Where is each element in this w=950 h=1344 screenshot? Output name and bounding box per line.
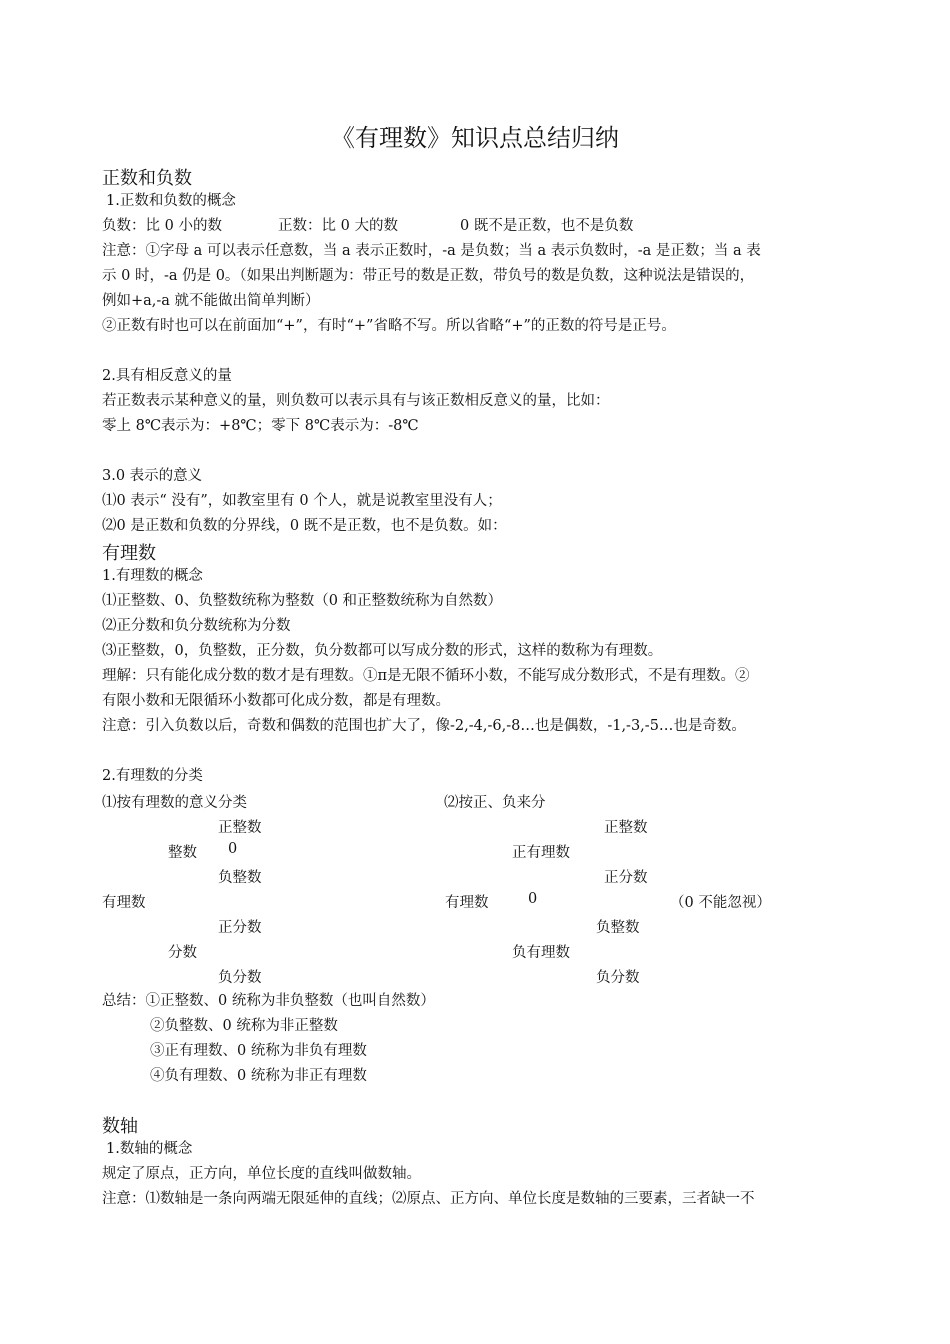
text-line: 理解：只有能化成分数的数才是有理数。①π是无限不循环小数，不能写成分数形式，不是有理数。② (102, 668, 750, 684)
class-b-positive-fraction: 正分数 (604, 870, 648, 886)
text-line: ⑴0 表示“ 没有”，如教室里有 0 个人，就是说教室里没有人； (102, 493, 502, 509)
summary-line: ②负整数、0 统称为非正整数 (150, 1018, 338, 1034)
text-line: 若正数表示某种意义的量，则负数可以表示具有与该正数相反意义的量，比如： (102, 393, 610, 409)
text-line: ⑶正整数，0，负整数，正分数，负分数都可以写成分数的形式，这样的数称为有理数。 (102, 643, 663, 659)
class-a-zero: 0 (228, 841, 238, 857)
class-b-negative-fraction: 负分数 (596, 970, 640, 986)
class-b-negative-integer: 负整数 (596, 920, 640, 936)
negative-definition: 负数：比 0 小的数 (102, 218, 222, 234)
class-a-integer: 整数 (168, 845, 197, 861)
text-line: 有限小数和无限循环小数都可化成分数，都是有理数。 (102, 693, 450, 709)
subheading: 1.有理数的概念 (102, 568, 203, 584)
text-line: ②正数有时也可以在前面加“+”，有时“+”省略不写。所以省略“+”的正数的符号是正号。 (102, 318, 676, 334)
class-a-negative-fraction: 负分数 (218, 970, 262, 986)
text-line: ⑵正分数和负分数统称为分数 (102, 618, 291, 634)
section-heading-rational-numbers: 有理数 (102, 543, 156, 564)
class-b-zero: 0 (528, 891, 538, 907)
class-a-rational: 有理数 (102, 895, 146, 911)
subheading: 2.有理数的分类 (102, 768, 203, 784)
section-heading-positive-negative: 正数和负数 (102, 168, 192, 189)
classification-b-label: ⑵按正、负来分 (444, 795, 546, 811)
text-line: ⑴正整数、0、负整数统称为整数（0 和正整数统称为自然数） (102, 593, 503, 609)
text-line: ⑵0 是正数和负数的分界线，0 既不是正数，也不是负数。如： (102, 518, 507, 534)
subheading: 1.正数和负数的概念 (106, 193, 236, 209)
text-line: 示 0 时，-a 仍是 0。（如果出判断题为：带正号的数是正数，带负号的数是负数，这种说法是错误的， (102, 268, 755, 284)
class-b-positive-rational: 正有理数 (512, 845, 570, 861)
class-a-positive-fraction: 正分数 (218, 920, 262, 936)
class-b-negative-rational: 负有理数 (512, 945, 570, 961)
section-heading-number-line: 数轴 (102, 1116, 138, 1137)
document-title: 《有理数》知识点总结归纳 (331, 124, 619, 152)
summary-line: 总结：①正整数、0 统称为非负整数（也叫自然数） (102, 993, 435, 1009)
class-b-positive-integer: 正整数 (604, 820, 648, 836)
subheading: 3.0 表示的意义 (102, 468, 203, 484)
text-line: 规定了原点，正方向，单位长度的直线叫做数轴。 (102, 1166, 421, 1182)
text-line: 零上 8℃表示为：+8℃；零下 8℃表示为：-8℃ (102, 418, 419, 434)
zero-definition: 0 既不是正数，也不是负数 (460, 218, 634, 234)
classification-a-label: ⑴按有理数的意义分类 (102, 795, 247, 811)
class-b-zero-note: （0 不能忽视） (670, 895, 771, 911)
text-line: 注意：引入负数以后，奇数和偶数的范围也扩大了，像-2,-4,-6,-8…也是偶数，-1,-3,-5…也是奇数。 (102, 718, 746, 734)
summary-line: ④负有理数、0 统称为非正有理数 (150, 1068, 367, 1084)
positive-definition: 正数：比 0 大的数 (278, 218, 398, 234)
subheading: 1.数轴的概念 (106, 1141, 193, 1157)
class-b-rational: 有理数 (445, 895, 489, 911)
text-line: 例如+a,-a 就不能做出简单判断） (102, 293, 320, 309)
class-a-positive-integer: 正整数 (218, 820, 262, 836)
summary-line: ③正有理数、0 统称为非负有理数 (150, 1043, 367, 1059)
text-line: 注意：①字母 a 可以表示任意数，当 a 表示正数时，-a 是负数；当 a 表示负数时，-a 是正数；当 a 表 (102, 243, 761, 259)
text-line: 注意：⑴数轴是一条向两端无限延伸的直线；⑵原点、正方向、单位长度是数轴的三要素，三者缺一不 (102, 1191, 755, 1207)
class-a-fraction: 分数 (168, 945, 197, 961)
class-a-negative-integer: 负整数 (218, 870, 262, 886)
subheading: 2.具有相反意义的量 (102, 368, 232, 384)
